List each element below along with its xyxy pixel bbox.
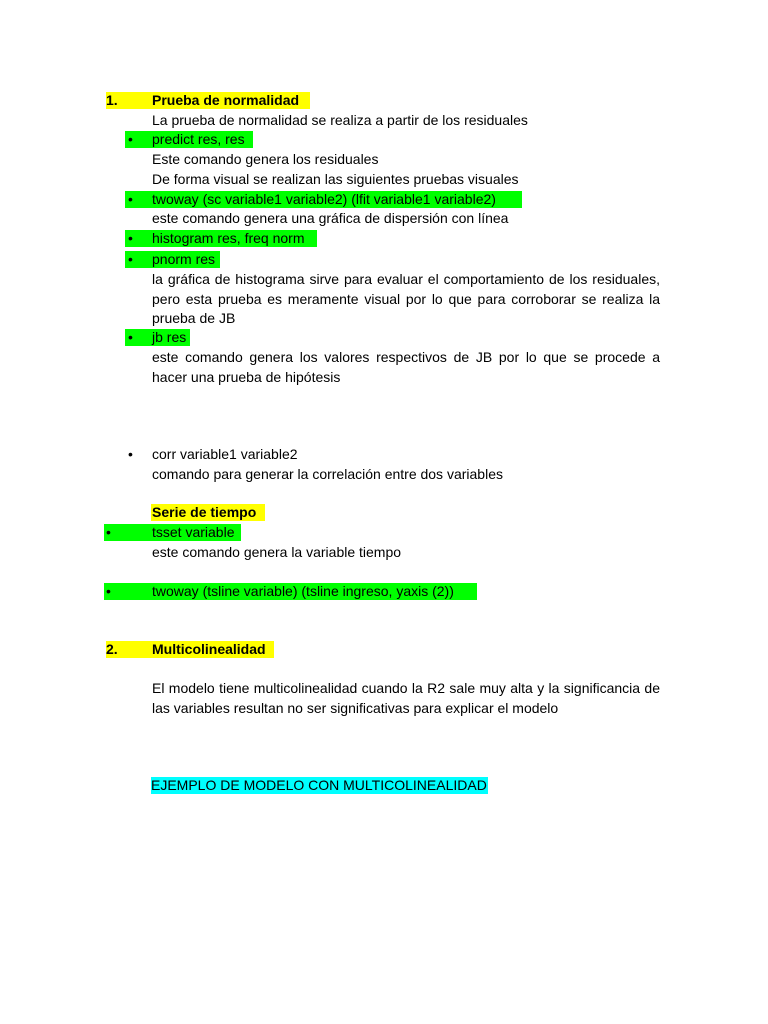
bullet-glyph: • (128, 131, 133, 147)
text-line: este comando genera la variable tiempo (152, 544, 402, 560)
command-tsset: tsset variable (152, 524, 235, 540)
text-line: La prueba de normalidad se realiza a partir de los residuales (152, 112, 528, 128)
bullet-glyph: • (128, 329, 133, 345)
command-twoway-sc: twoway (sc variable1 variable2) (lfit variable1 variable2) (152, 191, 496, 207)
section-2-number: 2. (106, 641, 118, 657)
bullet-glyph: • (128, 191, 133, 207)
command-predict: predict res, res (152, 131, 245, 147)
command-histogram: histogram res, freq norm (152, 230, 305, 246)
command-twoway-tsline: twoway (tsline variable) (tsline ingreso, yaxis (2)) (152, 583, 454, 599)
text-line: comando para generar la correlación entre dos variables (152, 466, 503, 482)
text-line: De forma visual se realizan las siguientes pruebas visuales (152, 171, 519, 187)
text-line: este comando genera una gráfica de dispersión con línea (152, 210, 509, 226)
section-1-number: 1. (106, 92, 118, 108)
section-1-title: Prueba de normalidad (152, 92, 300, 108)
command-pnorm: pnorm res (152, 251, 216, 267)
bullet-glyph: • (128, 251, 133, 267)
bullet-glyph: • (128, 446, 133, 462)
paragraph-histogram: la gráfica de histograma sirve para evaluar el comportamiento de los residuales, pero esta prueba es meramente visual por lo que para corroborar se realiza la prueba de JB (152, 271, 660, 326)
bullet-glyph: • (106, 583, 111, 599)
bullet-glyph: • (106, 524, 111, 540)
section-2-title: Multicolinealidad (152, 641, 266, 657)
serie-title: Serie de tiempo (152, 504, 257, 520)
command-jb: jb res (152, 329, 187, 345)
command-corr: corr variable1 variable2 (152, 446, 298, 462)
paragraph-jb: este comando genera los valores respectivos de JB por lo que se procede a hacer una prueba de hipótesis (152, 349, 660, 385)
example-heading: EJEMPLO DE MODELO CON MULTICOLINEALIDAD (151, 777, 487, 793)
bullet-glyph: • (128, 230, 133, 246)
text-line: Este comando genera los residuales (152, 151, 379, 167)
paragraph-multicolinealidad: El modelo tiene multicolinealidad cuando la R2 sale muy alta y la significancia de las variables resultan no ser significativas para explicar el modelo (152, 680, 660, 716)
